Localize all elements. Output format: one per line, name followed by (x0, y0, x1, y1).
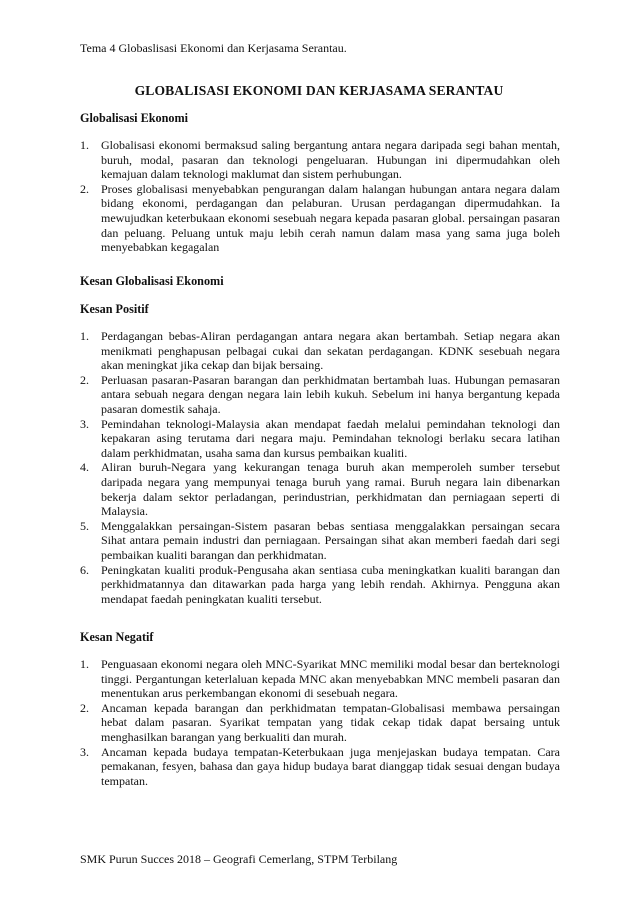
item-text: Ancaman kepada budaya tempatan-Keterbukaan juga menjejaskan budaya tempatan. Cara pemakanan, fesyen, bahasa dan gaya hidup budaya barat dianggap tidak sesuai dengan budaya tempatan. (101, 744, 560, 788)
list-item: 1. Perdagangan bebas-Aliran perdagangan antara negara akan bertambah. Setiap negara akan menikmati penghapusan pelbagai cukai dan sekatan perdagangan. KDNK sesebuah negara akan meningkat jika cekap dan bijak bersaing. (80, 329, 560, 373)
item-text: Penguasaan ekonomi negara oleh MNC-Syarikat MNC memiliki modal besar dan berteknologi tinggi. Pergantungan keterlaluan kepada MNC akan menyebabkan MNC membeli pasaran dan menentukan arus perkembangan ekonomi di sesebuah negara. (101, 657, 560, 701)
page-header: Tema 4 Globaslisasi Ekonomi dan Kerjasama Serantau. (80, 41, 347, 55)
list-item: 1. Penguasaan ekonomi negara oleh MNC-Syarikat MNC memiliki modal besar dan berteknologi tinggi. Pergantungan keterlaluan kepada MNC akan menyebabkan MNC membeli pasaran dan menentukan arus perkembangan ekonomi di sesebuah negara. (80, 657, 560, 701)
list-item: 4. Aliran buruh-Negara yang kekurangan tenaga buruh akan memperoleh sumber tersebut daripada negara yang mempunyai tenaga buruh yang ramai. Buruh negara lain dibenarkan bekerja dalam sektor perladangan, perindustrian, perkhidmatan dan perniagaan seperti di Malaysia. (80, 460, 560, 519)
list-item: 2. Ancaman kepada barangan dan perkhidmatan tempatan-Globalisasi membawa persaingan hebat dalam pasaran. Syarikat tempatan yang tidak cekap tidak dapat bersaing untuk menghasilkan barangan yang berkualiti dan murah. (80, 700, 560, 744)
item-text: Perdagangan bebas-Aliran perdagangan antara negara akan bertambah. Setiap negara akan menikmati penghapusan pelbagai cukai dan sekatan perdagangan. KDNK sesebuah negara akan meningkat jika cekap dan bijak bersaing. (101, 329, 560, 373)
list-globalisasi (80, 138, 560, 255)
list-kesan-positif (80, 329, 560, 606)
heading-kesan-negatif: Kesan Negatif (80, 630, 154, 644)
item-text: Menggalakkan persaingan-Sistem pasaran bebas sentiasa menggalakkan persaingan secara Sihat antara pemain industri dan perniagaan. Persaingan sihat akan memberi faedah dari segi pembaikan kualiti barangan dan perkhidmatan. (101, 518, 560, 562)
list-item: 3. Pemindahan teknologi-Malaysia akan mendapat faedah melalui pemindahan teknologi dan kepakaran asing terutama dari negara maju. Pemindahan teknologi berlaku secara latihan dalam perkhidmatan, usaha sama dan kursus pembaikan kualiti. (80, 416, 560, 460)
item-text: Ancaman kepada barangan dan perkhidmatan tempatan-Globalisasi membawa persaingan hebat dalam pasaran. Syarikat tempatan yang tidak cekap tidak dapat bersaing untuk menghasilkan barangan yang berkualiti dan murah. (101, 700, 560, 744)
item-text: Perluasan pasaran-Pasaran barangan dan perkhidmatan bertambah luas. Hubungan pemasaran antara sebuah negara dengan negara lain lebih kukuh. Sebelum ini hanya bergantung kepada pasaran domestik sahaja. (101, 372, 560, 416)
list-item: 3. Ancaman kepada budaya tempatan-Keterbukaan juga menjejaskan budaya tempatan. Cara pemakanan, fesyen, bahasa dan gaya hidup budaya barat dianggap tidak sesuai dengan budaya tempatan. (80, 744, 560, 788)
list-item: 1. Globalisasi ekonomi bermaksud saling bergantung antara negara daripada segi bahan mentah, buruh, modal, pasaran dan teknologi pengeluaran. Hubungan ini dipermudahkan oleh kemajuan dalam teknologi maklumat dan sistem perhubungan. (80, 138, 560, 182)
heading-globalisasi: Globalisasi Ekonomi (80, 111, 189, 125)
item-text: Aliran buruh-Negara yang kekurangan tenaga buruh akan memperoleh sumber tersebut daripada negara yang mempunyai tenaga buruh yang ramai. Buruh negara lain dibenarkan bekerja dalam sektor perladangan, perindustrian, perkhidmatan dan perniagaan seperti di Malaysia. (101, 460, 560, 519)
page-footer: SMK Purun Succes 2018 – Geografi Cemerlang, STPM Terbilang (80, 852, 398, 866)
list-item: 6. Peningkatan kualiti produk-Pengusaha akan sentiasa cuba meningkatkan kualiti barangan dan perkhidmatannya dan ditawarkan pada harga yang lebih rendah. Akhirnya. Pengguna akan mendapat faedah peningkatan kualiti tersebut. (80, 562, 560, 606)
item-text: Peningkatan kualiti produk-Pengusaha akan sentiasa cuba meningkatkan kualiti barangan dan perkhidmatannya dan ditawarkan pada harga yang lebih rendah. Akhirnya. Pengguna akan mendapat faedah peningkatan kualiti tersebut. (101, 562, 560, 606)
list-item: 5. Menggalakkan persaingan-Sistem pasaran bebas sentiasa menggalakkan persaingan secara Sihat antara pemain industri dan perniagaan. Persaingan sihat akan memberi faedah dari segi pembaikan kualiti barangan dan perkhidmatan. (80, 518, 560, 562)
heading-kesan-positif: Kesan Positif (80, 302, 149, 316)
item-text: Pemindahan teknologi-Malaysia akan mendapat faedah melalui pemindahan teknologi dan kepakaran asing terutama dari negara maju. Pemindahan teknologi berlaku secara latihan dalam perkhidmatan, usaha sama dan kursus pembaikan kualiti. (101, 416, 560, 460)
heading-kesan-globalisasi: Kesan Globalisasi Ekonomi (80, 274, 224, 288)
list-item: 2. Perluasan pasaran-Pasaran barangan dan perkhidmatan bertambah luas. Hubungan pemasaran antara sebuah negara dengan negara lain lebih kukuh. Sebelum ini hanya bergantung kepada pasaran domestik sahaja. (80, 372, 560, 416)
item-text: Proses globalisasi menyebabkan pengurangan dalam halangan hubungan antara negara dalam bidang ekonomi, perdagangan dan pelaburan. Urusan perdagangan dipermudahkan. Ia mewujudkan keterbukaan ekonomi sesebuah negara kepada pasaran global. persaingan pasaran dan peluang. Peluang untuk maju lebih cerah namun dalam masa yang sama juga boleh menyebabkan kegagalan (101, 181, 560, 255)
document-title: GLOBALISASI EKONOMI DAN KERJASAMA SERANTAU (134, 83, 504, 98)
item-text: Globalisasi ekonomi bermaksud saling bergantung antara negara daripada segi bahan mentah, buruh, modal, pasaran dan teknologi pengeluaran. Hubungan ini dipermudahkan oleh kemajuan dalam teknologi maklumat dan sistem perhubungan. (101, 138, 560, 182)
list-item: 2. Proses globalisasi menyebabkan pengurangan dalam halangan hubungan antara negara dalam bidang ekonomi, perdagangan dan pelaburan. Urusan perdagangan dipermudahkan. Ia mewujudkan keterbukaan ekonomi sesebuah negara kepada pasaran global. persaingan pasaran dan peluang. Peluang untuk maju lebih cerah namun dalam masa yang sama juga boleh menyebabkan kegagalan (80, 181, 560, 255)
list-kesan-negatif (80, 657, 560, 788)
